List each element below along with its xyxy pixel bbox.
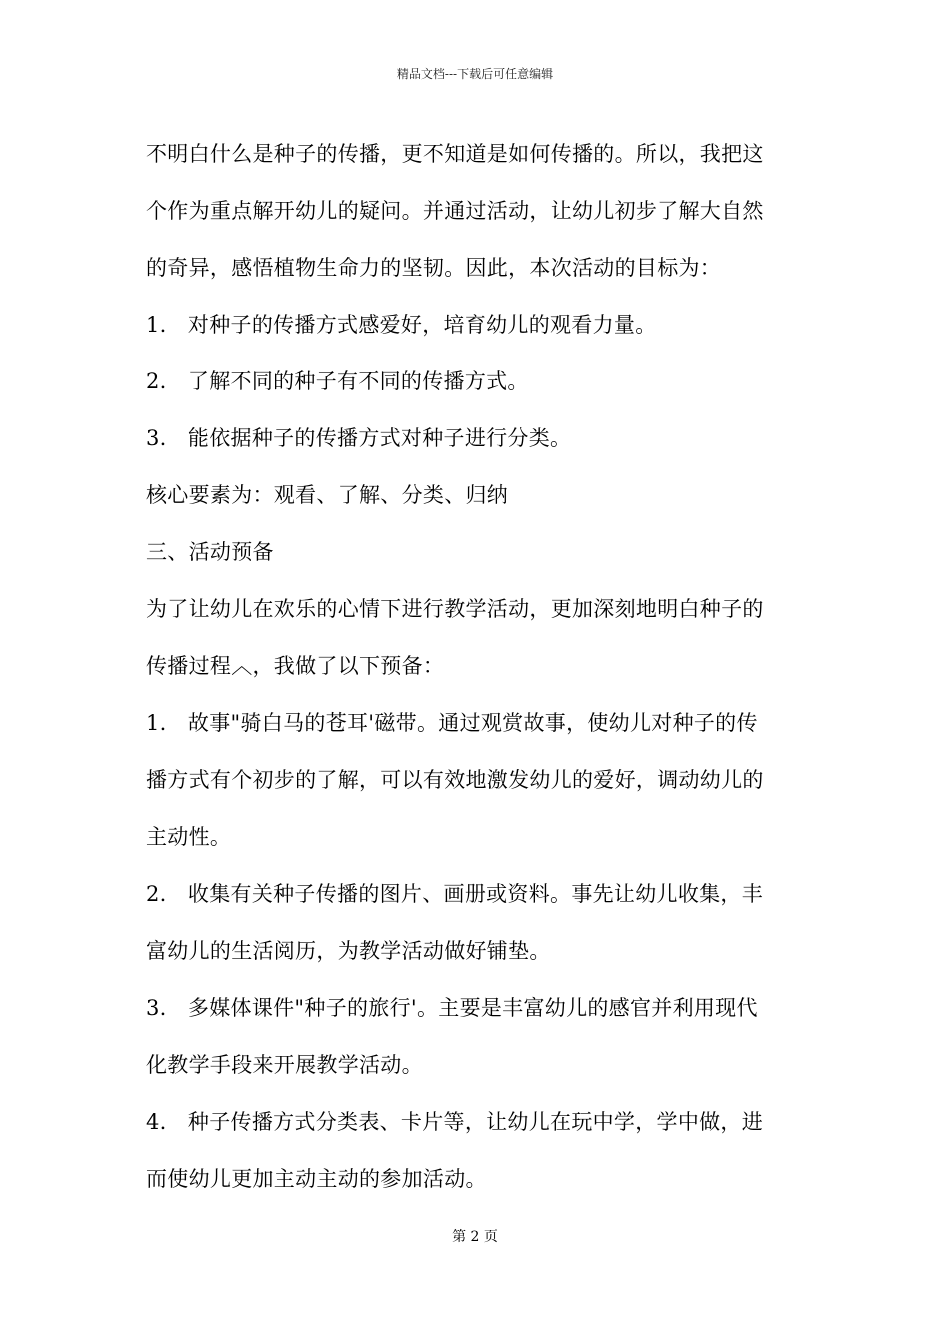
body-line: 1. 对种子的传播方式感爱好，培育幼儿的观看力量。 xyxy=(146,313,657,337)
body-line: 4. 种子传播方式分类表、卡片等，让幼儿在玩中学，学中做，进 xyxy=(146,1110,764,1134)
body-line: 为了让幼儿在欢乐的心情下进行教学活动，更加深刻地明白种子的 xyxy=(146,597,764,621)
body-line: 3. 能依据种子的传播方式对种子进行分类。 xyxy=(146,426,572,450)
body-line: 不明白什么是种子的传播，更不知道是如何传播的。所以，我把这 xyxy=(146,142,764,166)
body-line: 的奇异，感悟植物生命力的坚韧。因此，本次活动的目标为： xyxy=(146,256,722,280)
body-line: 2. 了解不同的种子有不同的传播方式。 xyxy=(146,369,529,393)
body-line: 3. 多媒体课件"种子的旅行'。主要是丰富幼儿的感官并利用现代 xyxy=(146,996,758,1020)
body-line: 个作为重点解开幼儿的疑问。并通过活动，让幼儿初步了解大自然 xyxy=(146,199,764,223)
body-line: 播方式有个初步的了解，可以有效地激发幼儿的爱好，调动幼儿的 xyxy=(146,768,764,792)
document-header: 精品文档---下载后可任意编辑 xyxy=(396,67,554,81)
body-line: 2. 收集有关种子传播的图片、画册或资料。事先让幼儿收集，丰 xyxy=(146,882,764,906)
body-line: 传播过程︿，我做了以下预备： xyxy=(146,654,445,678)
body-line: 主动性。 xyxy=(146,825,232,849)
body-line: 1. 故事"骑白马的苍耳'磁带。通过观赏故事，使幼儿对种子的传 xyxy=(146,711,758,735)
section-heading: 三、活动预备 xyxy=(146,540,274,564)
body-line: 化教学手段来开展教学活动。 xyxy=(146,1053,423,1077)
body-line: 而使幼儿更加主动主动的参加活动。 xyxy=(146,1167,487,1191)
body-line: 核心要素为：观看、了解、分类、归纳 xyxy=(146,483,509,507)
body-line: 富幼儿的生活阅历，为教学活动做好铺垫。 xyxy=(146,939,551,963)
page-number: 第 2 页 xyxy=(452,1229,498,1245)
